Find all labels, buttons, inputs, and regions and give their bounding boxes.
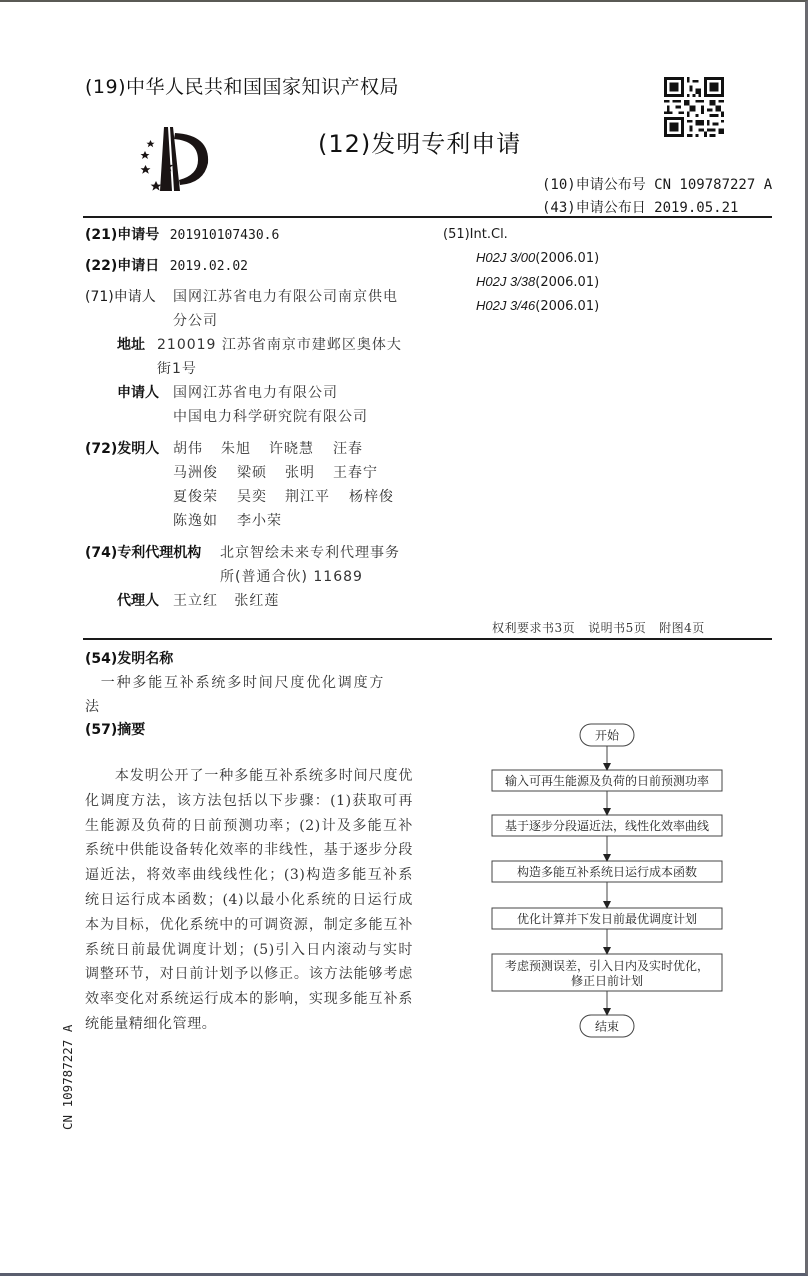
inventor-row — [173, 509, 282, 533]
inventor-row — [173, 485, 394, 509]
cnipa-logo-icon — [128, 125, 212, 193]
application-date-row — [85, 254, 248, 279]
invention-title-line: 一种多能互补系统多时间尺度优化调度方 — [85, 675, 386, 691]
ipc-version: (2006.01) — [535, 275, 600, 290]
ipc-code: H02J 3/38 — [476, 274, 536, 289]
inventor-label: (72)发明人 — [85, 441, 160, 457]
section-divider — [83, 638, 772, 640]
agency-line: 北京智绘未来专利代理事务 — [220, 545, 400, 561]
address-label: 地址 — [117, 337, 145, 353]
flow-step-label: 考虑预测误差，引入日内及实时优化， — [504, 959, 710, 973]
header-divider — [83, 216, 772, 218]
applicant-line: 分公司 — [173, 313, 218, 329]
application-number-label: (21)申请号 — [85, 227, 160, 243]
inventor-name: 梁硕 — [237, 465, 267, 481]
side-publication-number: CN 109787227 A — [60, 1024, 75, 1130]
inventor-name: 夏俊荣 — [173, 489, 218, 505]
inventor-name: 马洲俊 — [173, 465, 218, 481]
ipc-version: (2006.01) — [535, 251, 600, 266]
page-counts: 权利要求书3页 说明书5页 附图4页 — [492, 621, 705, 635]
flow-step-label: 修正日前计划 — [570, 974, 644, 988]
ipc-entry — [476, 246, 599, 271]
co-applicant-label: 申请人 — [117, 385, 159, 401]
abstract-label: (57)摘要 — [85, 722, 146, 738]
flow-end-label: 结束 — [594, 1019, 620, 1034]
address-line: 210019 江苏省南京市建邺区奥体大 — [157, 337, 402, 353]
application-date: 2019.02.02 — [169, 259, 249, 274]
application-date-label: (22)申请日 — [85, 258, 160, 274]
inventor-row — [173, 437, 363, 461]
ipc-code: H02J 3/46 — [476, 298, 536, 313]
agent-label: 代理人 — [117, 593, 159, 609]
applicant-label: (71)申请人 — [85, 289, 156, 305]
applicant-line: 国网江苏省电力有限公司南京供电 — [173, 289, 398, 305]
co-applicant: 国网江苏省电力有限公司 — [173, 385, 338, 401]
application-number-row — [85, 223, 279, 248]
inventor-name: 王春宁 — [333, 465, 378, 481]
ipc-entry — [476, 270, 599, 295]
inventor-name: 李小荣 — [237, 513, 282, 529]
agency-line: 所(普通合伙) 11689 — [220, 569, 363, 585]
inventor-name: 张明 — [285, 465, 315, 481]
co-applicant: 中国电力科学研究院有限公司 — [173, 409, 368, 425]
ipc-code: H02J 3/00 — [476, 250, 536, 265]
agency-label: (74)专利代理机构 — [85, 545, 202, 561]
agents: 王立红 张红莲 — [173, 593, 280, 609]
inventor-name: 汪春 — [333, 441, 363, 457]
flow-step-label: 基于逐步分段逼近法，线性化效率曲线 — [504, 819, 710, 833]
qr-code-icon — [664, 77, 724, 137]
inventor-name: 荆江平 — [285, 489, 330, 505]
flow-start-label: 开始 — [594, 728, 620, 743]
inventor-name: 陈逸如 — [173, 513, 218, 529]
flow-step-label: 输入可再生能源及负荷的日前预测功率 — [504, 774, 710, 788]
publication-number: (10)申请公布号 CN 109787227 A — [542, 177, 773, 193]
patent-office-name: (19)中华人民共和国国家知识产权局 — [85, 76, 400, 98]
ipc-version: (2006.01) — [535, 299, 600, 314]
flow-step-label: 优化计算并下发日前最优调度计划 — [516, 912, 698, 926]
inventor-name: 胡伟 — [173, 441, 203, 457]
invention-title-label: (54)发明名称 — [85, 651, 174, 667]
publication-date: (43)申请公布日 2019.05.21 — [542, 200, 739, 216]
abstract-flowchart — [488, 722, 728, 1042]
invention-title-line: 法 — [85, 699, 101, 715]
inventor-name: 吴奕 — [237, 489, 267, 505]
flow-step-label: 构造多能互补系统日运行成本函数 — [516, 865, 698, 879]
inventor-name: 许晓慧 — [269, 441, 314, 457]
ipc-entry — [476, 294, 599, 319]
inventor-name: 杨梓俊 — [349, 489, 394, 505]
ipc-label: (51)Int.Cl. — [443, 227, 508, 242]
inventor-name: 朱旭 — [221, 441, 251, 457]
document-type-title: (12)发明专利申请 — [318, 130, 522, 158]
abstract-text: 本发明公开了一种多能互补系统多时间尺度优化调度方法，该方法包括以下步骤：(1)获取可再生能源及负荷的日前预测功率；(2)计及多能互补系统中供能设备转化效率的非线性，基于逐步分段逼近法，将效率曲线线性化；(3)构造多能互补系统日运行成本函数；(4)以最小化系统的日运行成本为目标，优化系统中的可调资源，制定多能互补系统日前最优调度计划；(5)引入日内滚动与实时调整环节，对日前计划予以修正。该方法能够考虑效率变化对系统运行成本的影响，实现多能互补系统能量精细化管理。 — [85, 768, 413, 1032]
application-number: 201910107430.6 — [169, 228, 280, 243]
address-line: 街1号 — [157, 361, 197, 377]
inventor-row — [173, 461, 378, 485]
